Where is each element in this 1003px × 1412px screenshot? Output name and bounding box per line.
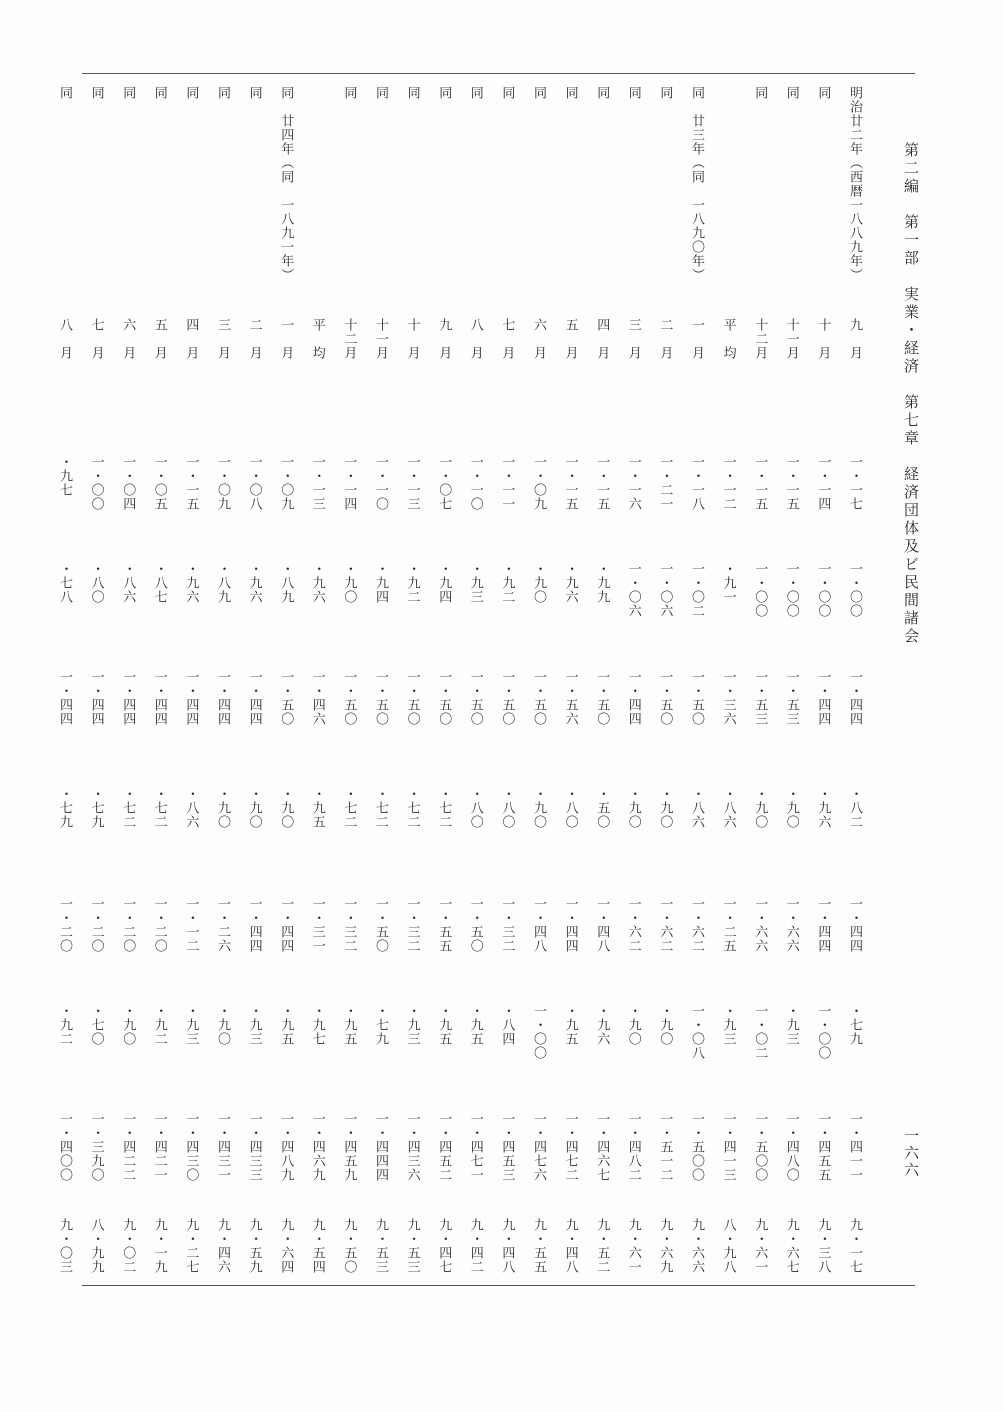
value-cell: 九・四八	[499, 1218, 515, 1274]
value-cell: 一・四五二	[436, 1112, 452, 1182]
value-cell: ・五〇	[594, 787, 610, 829]
value-cell: 一・〇〇	[847, 562, 862, 618]
value-cell: ・九四	[373, 562, 388, 604]
year-cell: 同 廿三年（同 一八九〇年）	[689, 86, 704, 282]
value-cell: ・九〇	[215, 787, 230, 829]
month-cell: 三 月	[215, 318, 230, 360]
value-cell: ・九六	[594, 1004, 610, 1046]
top-rule	[82, 73, 915, 74]
value-cell: 一・五〇	[373, 670, 388, 726]
year-cell: 同	[752, 86, 768, 100]
month-cell: 十一月	[783, 318, 799, 360]
value-cell: ・九二	[404, 562, 420, 604]
month-cell: 三 月	[625, 318, 641, 360]
value-cell: 一・一〇	[373, 455, 388, 511]
value-cell: 九・一七	[847, 1218, 862, 1274]
value-cell: ・九五	[341, 1004, 357, 1046]
value-cell: 九・六七	[783, 1218, 799, 1274]
value-cell: 一・〇〇	[88, 455, 104, 511]
value-cell: 一・五五	[436, 897, 452, 953]
value-cell: 九・〇三	[57, 1218, 72, 1274]
value-cell: 一・五六	[562, 670, 578, 726]
value-cell: 一・一五	[562, 455, 578, 511]
value-cell: 一・六二	[657, 897, 673, 953]
value-cell: ・八二	[847, 787, 862, 829]
value-cell: 八・九九	[88, 1218, 104, 1274]
value-cell: 一・四五五	[815, 1112, 831, 1182]
value-cell: 一・一三	[404, 455, 420, 511]
year-cell: 同	[594, 86, 610, 100]
value-cell: ・七二	[373, 787, 388, 829]
value-cell: ・九一	[720, 562, 736, 604]
month-cell: 四 月	[183, 318, 199, 360]
month-cell: 十二月	[752, 318, 768, 360]
value-cell: 一・一四	[815, 455, 831, 511]
value-cell: 九・五五	[531, 1218, 546, 1274]
value-cell: 一・二〇	[151, 897, 167, 953]
year-cell: 同	[120, 86, 136, 100]
value-cell: 一・〇〇	[752, 562, 768, 618]
value-cell: ・九三	[404, 1004, 420, 1046]
value-cell: ・八六	[689, 787, 704, 829]
month-cell: 八 月	[467, 318, 483, 360]
month-cell: 九 月	[436, 318, 452, 360]
value-cell: 一・四八	[531, 897, 546, 953]
value-cell: 一・四一一	[847, 1112, 862, 1182]
value-cell: 一・六二	[625, 897, 641, 953]
value-cell: ・七九	[88, 787, 104, 829]
value-cell: ・八〇	[499, 787, 515, 829]
value-cell: 一・二〇	[57, 897, 72, 953]
value-cell: ・七〇	[88, 1004, 104, 1046]
value-cell: 一・〇九	[531, 455, 546, 511]
value-cell: ・九二	[57, 1004, 72, 1046]
value-cell: 一・二〇	[120, 897, 136, 953]
value-cell: ・七二	[404, 787, 420, 829]
value-cell: ・七二	[151, 787, 167, 829]
year-cell: 同	[783, 86, 799, 100]
value-cell: 一・一五	[594, 455, 610, 511]
value-cell: 一・〇七	[436, 455, 452, 511]
value-cell: 一・二〇	[88, 897, 104, 953]
value-cell: 一・〇九	[278, 455, 294, 511]
value-cell: 一・五〇	[467, 897, 483, 953]
value-cell: 一・〇〇	[783, 562, 799, 618]
value-cell: 一・〇五	[151, 455, 167, 511]
value-cell: 一・五〇	[373, 897, 388, 953]
value-cell: 一・一六	[625, 455, 641, 511]
value-cell: 一・四四	[847, 897, 862, 953]
value-cell: 一・三二	[404, 897, 420, 953]
value-cell: 一・五〇〇	[752, 1112, 768, 1182]
year-cell: 同	[215, 86, 230, 100]
month-cell: 六 月	[531, 318, 546, 360]
year-cell: 同	[562, 86, 578, 100]
value-cell: ・八〇	[467, 787, 483, 829]
value-cell: ・八九	[278, 562, 294, 604]
value-cell: 八・九八	[720, 1218, 736, 1274]
month-cell: 四 月	[594, 318, 610, 360]
year-cell: 同	[531, 86, 546, 100]
year-cell: 同	[404, 86, 420, 100]
value-cell: 一・一二	[720, 455, 736, 511]
year-cell: 同	[467, 86, 483, 100]
value-cell: 一・〇九	[215, 455, 230, 511]
value-cell: 一・三一	[309, 897, 325, 953]
value-cell: ・九六	[183, 562, 199, 604]
value-cell: 一・四七一	[467, 1112, 483, 1182]
value-cell: 一・〇六	[625, 562, 641, 618]
value-cell: 一・四三〇	[183, 1112, 199, 1182]
page-number: 一六六	[902, 1128, 920, 1179]
value-cell: 一・四四	[278, 897, 294, 953]
value-cell: ・九三	[720, 1004, 736, 1046]
value-cell: 一・五三	[783, 670, 799, 726]
month-cell: 十一月	[373, 318, 388, 360]
value-cell: ・七二	[120, 787, 136, 829]
value-cell: 一・〇〇	[815, 562, 831, 618]
value-cell: ・七二	[436, 787, 452, 829]
value-cell: 九・五三	[404, 1218, 420, 1274]
value-cell: 一・四六	[309, 670, 325, 726]
value-cell: 一・〇四	[120, 455, 136, 511]
value-cell: 一・一五	[783, 455, 799, 511]
year-cell: 明治廿二年（西暦一八八九年）	[847, 86, 862, 282]
value-cell: 九・五二	[594, 1218, 610, 1274]
value-cell: ・九〇	[341, 562, 357, 604]
value-cell: 九・四六	[215, 1218, 230, 1274]
value-cell: ・九三	[246, 1004, 262, 1046]
value-cell: 一・四五九	[341, 1112, 357, 1182]
value-cell: 一・三二	[499, 897, 515, 953]
value-cell: 一・〇二	[689, 562, 704, 618]
value-cell: ・九〇	[531, 562, 546, 604]
value-cell: ・八六	[720, 787, 736, 829]
value-cell: 一・〇八	[246, 455, 262, 511]
value-cell: 一・四四	[847, 670, 862, 726]
value-cell: 九・六六	[689, 1218, 704, 1274]
value-cell: 一・五〇〇	[689, 1112, 704, 1182]
value-cell: 一・五〇	[594, 670, 610, 726]
value-cell: ・九六	[246, 562, 262, 604]
value-cell: 九・四二	[467, 1218, 483, 1274]
value-cell: 一・二一	[657, 455, 673, 511]
value-cell: 一・一一	[499, 455, 515, 511]
value-cell: 九・五三	[373, 1218, 388, 1274]
month-cell: 十 月	[815, 318, 831, 360]
month-cell: 八 月	[57, 318, 72, 360]
value-cell: 一・四三三	[246, 1112, 262, 1182]
month-cell: 九 月	[847, 318, 862, 360]
value-cell: ・八四	[499, 1004, 515, 1046]
value-cell: 九・六一	[752, 1218, 768, 1274]
month-cell: 平 均	[720, 318, 736, 360]
value-cell: ・九〇	[783, 787, 799, 829]
value-cell: 一・四三六	[404, 1112, 420, 1182]
value-cell: 一・四四	[246, 670, 262, 726]
year-cell: 同	[57, 86, 72, 100]
value-cell: 九・四八	[562, 1218, 578, 1274]
value-cell: 一・四七二	[562, 1112, 578, 1182]
value-cell: ・九七	[309, 1004, 325, 1046]
month-cell: 七 月	[88, 318, 104, 360]
value-cell: 九・六四	[278, 1218, 294, 1274]
value-cell: 一・一五	[752, 455, 768, 511]
value-cell: 一・四四	[120, 670, 136, 726]
value-cell: 一・一八	[689, 455, 704, 511]
value-cell: 九・〇二	[120, 1218, 136, 1274]
value-cell: ・九〇	[215, 1004, 230, 1046]
bottom-rule	[82, 1285, 915, 1286]
value-cell: 一・〇八	[689, 1004, 704, 1060]
month-cell: 二 月	[246, 318, 262, 360]
value-cell: ・九六	[562, 562, 578, 604]
value-cell: 一・三六	[720, 670, 736, 726]
running-head: 第二編 第一部 実業・経済 第七章 経済団体及ビ民間諸会	[902, 142, 920, 646]
value-cell: ・九三	[467, 562, 483, 604]
value-cell: ・七九	[373, 1004, 388, 1046]
value-cell: 一・四六七	[594, 1112, 610, 1182]
value-cell: ・九五	[467, 1004, 483, 1046]
value-cell: ・九〇	[531, 787, 546, 829]
value-cell: 九・四七	[436, 1218, 452, 1274]
value-cell: ・九四	[436, 562, 452, 604]
value-cell: 一・四四	[151, 670, 167, 726]
value-cell: 一・四四	[815, 897, 831, 953]
value-cell: ・九五	[436, 1004, 452, 1046]
value-cell: 一・六六	[783, 897, 799, 953]
value-cell: ・九六	[815, 787, 831, 829]
value-cell: 一・四四	[215, 670, 230, 726]
value-cell: ・八七	[151, 562, 167, 604]
value-cell: 一・四四	[183, 670, 199, 726]
value-cell: 一・四四	[57, 670, 72, 726]
value-cell: 九・五九	[246, 1218, 262, 1274]
value-cell: 九・六九	[657, 1218, 673, 1274]
value-cell: 九・五四	[309, 1218, 325, 1274]
year-cell: 同	[625, 86, 641, 100]
value-cell: 一・三二	[341, 897, 357, 953]
month-cell: 一 月	[278, 318, 294, 360]
value-cell: ・九〇	[657, 787, 673, 829]
value-cell: 一・四四四	[373, 1112, 388, 1182]
value-cell: 一・四四	[88, 670, 104, 726]
month-cell: 十 月	[404, 318, 420, 360]
value-cell: 一・六六	[752, 897, 768, 953]
value-cell: 一・五一二	[657, 1112, 673, 1182]
value-cell: 一・四五三	[499, 1112, 515, 1182]
value-cell: ・九五	[278, 1004, 294, 1046]
year-cell: 同	[88, 86, 104, 100]
value-cell: ・七九	[57, 787, 72, 829]
value-cell: ・九六	[309, 562, 325, 604]
value-cell: 一・五〇	[467, 670, 483, 726]
value-cell: ・七八	[57, 562, 72, 604]
month-cell: 七 月	[499, 318, 515, 360]
value-cell: 一・四〇〇	[57, 1112, 72, 1182]
value-cell: 一・四八九	[278, 1112, 294, 1182]
value-cell: 一・五〇	[657, 670, 673, 726]
value-cell: 一・五〇	[341, 670, 357, 726]
value-cell: ・八六	[183, 787, 199, 829]
value-cell: 一・一二	[183, 897, 199, 953]
year-cell: 同	[499, 86, 515, 100]
value-cell: ・八〇	[562, 787, 578, 829]
value-cell: 一・四七六	[531, 1112, 546, 1182]
value-cell: 一・一七	[847, 455, 862, 511]
value-cell: ・九九	[594, 562, 610, 604]
value-cell: 九・二七	[183, 1218, 199, 1274]
month-cell: 平 均	[309, 318, 325, 360]
value-cell: ・九五	[562, 1004, 578, 1046]
value-cell: 一・五〇	[499, 670, 515, 726]
value-cell: 九・一九	[151, 1218, 167, 1274]
month-cell: 五 月	[151, 318, 167, 360]
year-cell: 同	[151, 86, 167, 100]
value-cell: ・九五	[309, 787, 325, 829]
value-cell: 一・五〇	[404, 670, 420, 726]
value-cell: ・九二	[151, 1004, 167, 1046]
value-cell: ・九七	[57, 455, 72, 497]
year-cell: 同	[341, 86, 357, 100]
month-cell: 六 月	[120, 318, 136, 360]
value-cell: 一・四六九	[309, 1112, 325, 1182]
value-cell: 一・四二二	[120, 1112, 136, 1182]
value-cell: ・八九	[215, 562, 230, 604]
value-cell: ・九〇	[278, 787, 294, 829]
value-cell: ・九〇	[246, 787, 262, 829]
year-cell: 同	[373, 86, 388, 100]
value-cell: 一・四一三	[720, 1112, 736, 1182]
value-cell: 一・二六	[215, 897, 230, 953]
value-cell: 一・〇六	[657, 562, 673, 618]
month-cell: 五 月	[562, 318, 578, 360]
value-cell: ・七九	[847, 1004, 862, 1046]
value-cell: ・九〇	[625, 787, 641, 829]
value-cell: ・九〇	[120, 1004, 136, 1046]
year-cell: 同	[657, 86, 673, 100]
value-cell: 一・四四	[246, 897, 262, 953]
value-cell: ・八六	[120, 562, 136, 604]
value-cell: 一・四四	[562, 897, 578, 953]
value-cell: 一・五〇	[436, 670, 452, 726]
value-cell: 一・二五	[720, 897, 736, 953]
value-cell: 一・四八	[594, 897, 610, 953]
value-cell: 一・一三	[309, 455, 325, 511]
value-cell: 一・五三	[752, 670, 768, 726]
month-cell: 一 月	[689, 318, 704, 360]
value-cell: ・九〇	[657, 1004, 673, 1046]
year-cell: 同	[815, 86, 831, 100]
value-cell: 一・六二	[689, 897, 704, 953]
value-cell: 一・一四	[341, 455, 357, 511]
value-cell: 九・三八	[815, 1218, 831, 1274]
year-cell: 同	[183, 86, 199, 100]
value-cell: ・九〇	[752, 787, 768, 829]
value-cell: 一・四二一	[151, 1112, 167, 1182]
value-cell: 一・〇二	[752, 1004, 768, 1060]
value-cell: 一・五〇	[278, 670, 294, 726]
month-cell: 二 月	[657, 318, 673, 360]
value-cell: 一・四四	[815, 670, 831, 726]
value-cell: 九・五〇	[341, 1218, 357, 1274]
value-cell: 一・四四	[625, 670, 641, 726]
month-cell: 十二月	[341, 318, 357, 360]
year-cell: 同	[436, 86, 452, 100]
value-cell: 一・三九〇	[88, 1112, 104, 1182]
year-cell: 同	[246, 86, 262, 100]
value-cell: 一・四八二	[625, 1112, 641, 1182]
value-cell: 一・五〇	[531, 670, 546, 726]
value-cell: ・八〇	[88, 562, 104, 604]
value-cell: 九・六一	[625, 1218, 641, 1274]
value-cell: 一・四三一	[215, 1112, 230, 1182]
year-cell: 同 廿四年（同 一八九一年）	[278, 86, 294, 282]
value-cell: ・九二	[499, 562, 515, 604]
value-cell: ・九〇	[625, 1004, 641, 1046]
value-cell: ・九三	[183, 1004, 199, 1046]
value-cell: ・七二	[341, 787, 357, 829]
value-cell: 一・〇〇	[531, 1004, 546, 1060]
value-cell: 一・〇〇	[815, 1004, 831, 1060]
value-cell: 一・一五	[183, 455, 199, 511]
value-cell: 一・一〇	[467, 455, 483, 511]
value-cell: 一・五〇	[689, 670, 704, 726]
value-cell: ・九三	[783, 1004, 799, 1046]
value-cell: 一・四八〇	[783, 1112, 799, 1182]
